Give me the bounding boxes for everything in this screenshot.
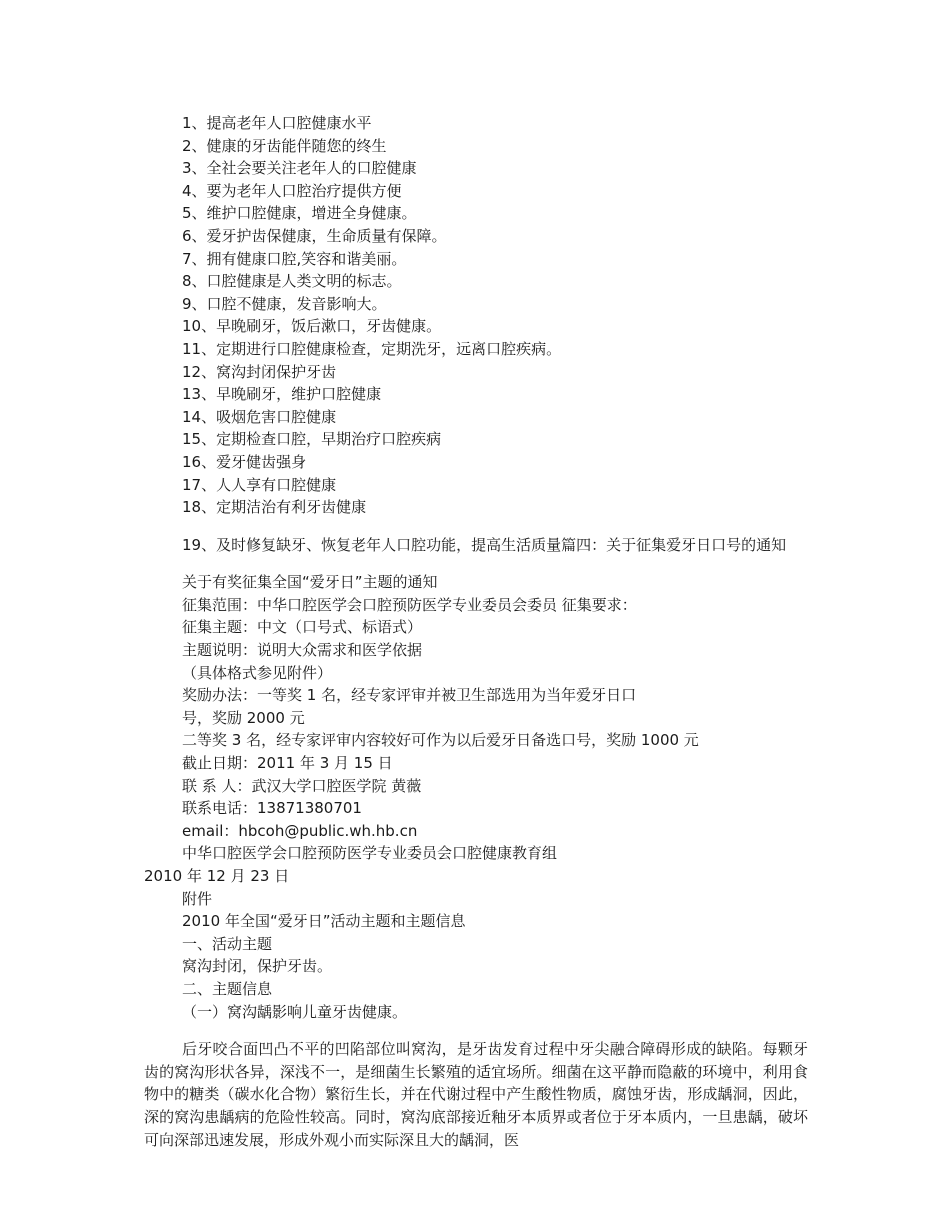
slogan-item: 10、早晚刷牙，饭后漱口，牙齿健康。 <box>182 317 442 336</box>
notice-issuer: 中华口腔医学会口腔预防医学专业委员会口腔健康教育组 <box>182 844 558 863</box>
notice-contact-phone: 联系电话：13871380701 <box>182 799 362 818</box>
notice-award-second: 二等奖 3 名，经专家评审内容较好可作为以后爱牙日备选口号，奖励 1000 元 <box>182 731 699 750</box>
slogan-item: 16、爱牙健齿强身 <box>182 452 307 471</box>
notice-date: 2010 年 12 月 23 日 <box>144 867 290 885</box>
notice-award-first-cont: 号，奖励 2000 元 <box>182 708 305 727</box>
slogan-item: 6、爱牙护齿保健康，生命质量有保障。 <box>182 226 447 245</box>
slogan-item: 14、吸烟危害口腔健康 <box>182 407 337 426</box>
slogan-item: 15、定期检查口腔，早期治疗口腔疾病 <box>182 430 442 449</box>
attachment-label: 附件 <box>182 889 213 908</box>
notice-theme-desc: 主题说明：说明大众需求和医学依据 <box>182 641 423 660</box>
slogan-list <box>144 112 808 556</box>
slogan-item: 9、口腔不健康，发音影响大。 <box>182 294 387 313</box>
body-paragraph: 后牙咬合面凹凸不平的凹陷部位叫窝沟，是牙齿发育过程中牙尖融合障碍形成的缺陷。每颗牙齿的窝沟形状各异，深浅不一，是细菌生长繁殖的适宜场所。细菌在这平静而隐蔽的环境中，利用食物中的糖类（碳水化合物）繁衍生长，并在代谢过程中产生酸性物质，腐蚀牙齿，形成龋洞，因此，深的窝沟患龋病的危险性较高。同时，窝沟底部接近釉牙本质界或者位于牙本质内，一旦患龋，破坏可向深部迅速发展，形成外观小而实际深且大的龋洞，医 <box>144 1040 808 1149</box>
slogan-item: 17、人人享有口腔健康 <box>182 475 337 494</box>
slogan-item: 12、窝沟封闭保护牙齿 <box>182 362 337 381</box>
document-body <box>144 112 808 1166</box>
attachment-title: 2010 年全国“爱牙日”活动主题和主题信息 <box>182 912 466 931</box>
notice-theme: 征集主题：中文（口号式、标语式） <box>182 618 423 637</box>
slogan-item: 11、定期进行口腔健康检查，定期洗牙，远离口腔疾病。 <box>182 339 562 358</box>
slogan-item: 8、口腔健康是人类文明的标志。 <box>182 272 402 291</box>
slogan-item: 13、早晚刷牙，维护口腔健康 <box>182 385 382 404</box>
notice-section <box>144 571 808 887</box>
notice-format-ref: （具体格式参见附件） <box>182 663 333 682</box>
section-heading: 二、主题信息 <box>182 979 273 998</box>
slogan-item: 1、提高老年人口腔健康水平 <box>182 114 372 132</box>
notice-email: email：hbcoh@public.wh.hb.cn <box>182 821 418 840</box>
notice-title: 关于有奖征集全国“爱牙日”主题的通知 <box>182 573 438 592</box>
slogan-item: 4、要为老年人口腔治疗提供方便 <box>182 181 402 200</box>
section-content: 窝沟封闭，保护牙齿。 <box>182 957 333 976</box>
notice-scope: 征集范围：中华口腔医学会口腔预防医学专业委员会委员 征集要求： <box>182 595 637 614</box>
slogan-item: 18、定期洁治有利牙齿健康 <box>182 498 367 517</box>
attachment-section <box>144 888 808 1152</box>
slogan-item: 5、维护口腔健康，增进全身健康。 <box>182 204 417 223</box>
slogan-item: 7、拥有健康口腔,笑容和谐美丽。 <box>182 249 407 268</box>
slogan-item-19: 19、及时修复缺牙、恢复老年人口腔功能，提高生活质量篇四：关于征集爱牙日口号的通知 <box>182 535 787 554</box>
slogan-item: 3、全社会要关注老年人的口腔健康 <box>182 159 417 178</box>
section-heading: 一、活动主题 <box>182 934 273 953</box>
notice-deadline: 截止日期：2011 年 3 月 15 日 <box>182 754 393 773</box>
subsection-heading: （一）窝沟龋影响儿童牙齿健康。 <box>182 1002 408 1021</box>
notice-contact-person: 联 系 人：武汉大学口腔医学院 黄薇 <box>182 776 422 795</box>
notice-award-first: 奖励办法：一等奖 1 名，经专家评审并被卫生部选用为当年爱牙日口 <box>182 686 637 705</box>
slogan-item: 2、健康的牙齿能伴随您的终生 <box>182 136 387 155</box>
